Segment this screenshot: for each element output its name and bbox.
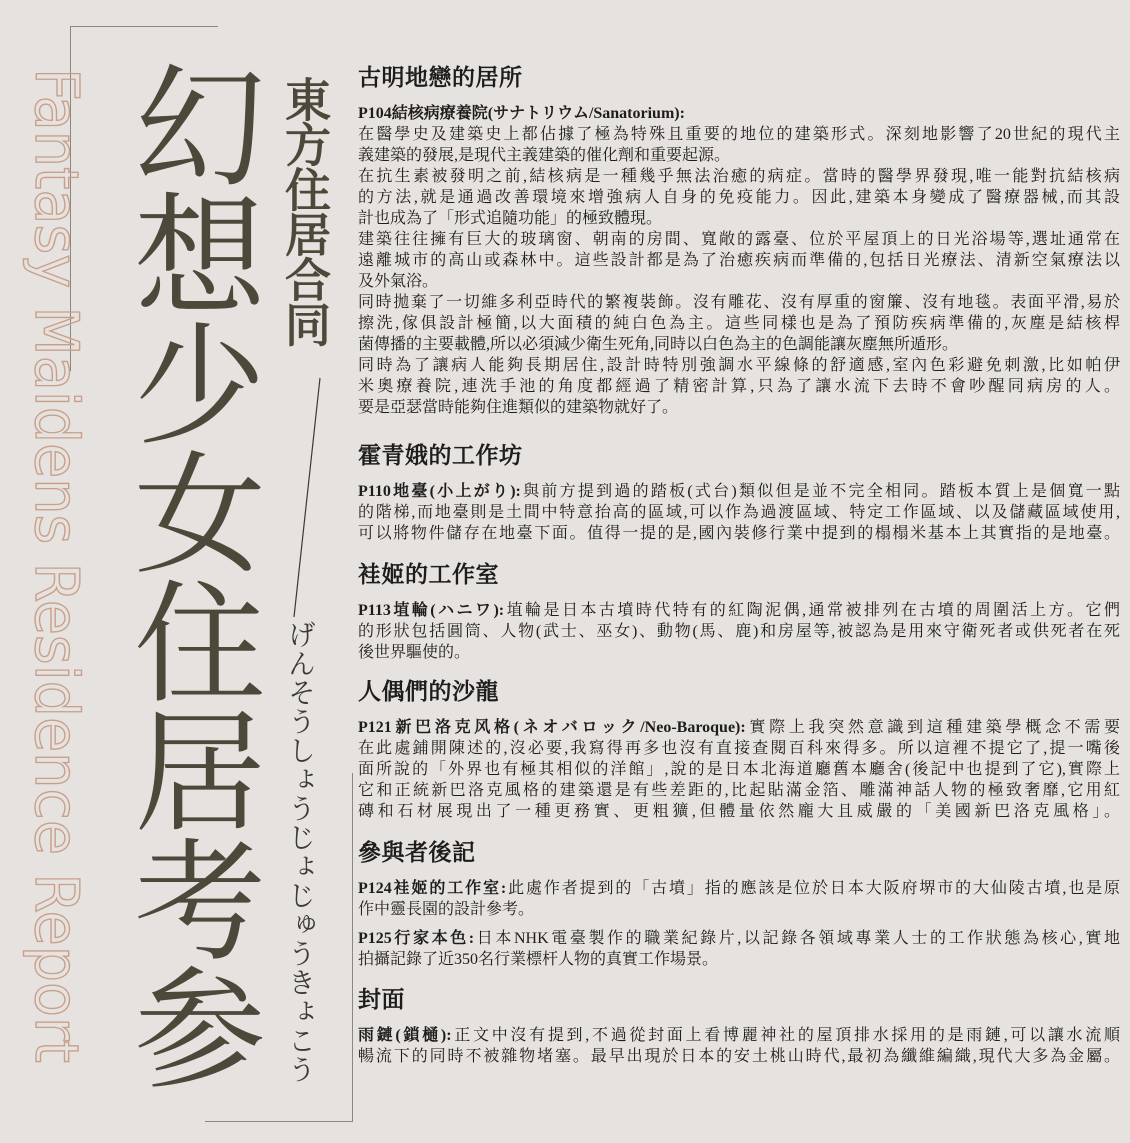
line-text: 日本NHK電臺製作的職業紀錄片,以記錄各領域專業人士的工作狀態為核心,實地 bbox=[474, 930, 1120, 947]
line-text: 可以將物件儲存在地臺下面。值得一提的是,國內裝修行業中提到的榻榻米基本上其實指的是地臺。 bbox=[358, 525, 1120, 542]
line-text: 及外氣浴。 bbox=[358, 273, 439, 290]
entry-label: P121新巴洛克风格(ネオバロック/Neo-Baroque): bbox=[358, 719, 746, 736]
line-text: 建築往往擁有巨大的玻璃窗、朝南的房間、寬敞的露臺、位於平屋頂上的日光浴場等,選址通常在 bbox=[358, 231, 1120, 248]
subtitle: 東方住居合同 bbox=[278, 76, 332, 346]
line-text: 菌傳播的主要載體,所以必須減少衛生死角,同時以白色為主的色調能讓灰塵無所遁形。 bbox=[358, 336, 959, 353]
text-line bbox=[358, 759, 1120, 780]
line-text: 後世界驅使的。 bbox=[358, 644, 471, 661]
line-text: 面所說的「外界也有極其相似的洋館」,說的是日本北海道廳舊本廳舍(後記中也提到了它),實際上 bbox=[358, 761, 1120, 778]
text-line bbox=[358, 878, 1120, 899]
line-text: 擦洗,傢俱設計極簡,以大面積的純白色為主。這些同樣也是為了預防疾病準備的,灰塵是結核桿 bbox=[358, 315, 1120, 332]
text-line bbox=[358, 600, 1120, 621]
section-heading: 封面 bbox=[358, 987, 405, 1012]
text-line bbox=[358, 621, 1120, 642]
line-text: 正文中沒有提到,不過從封面上看博麗神社的屋頂排水採用的是雨鏈,可以讓水流順 bbox=[451, 1027, 1120, 1044]
text-line bbox=[358, 334, 1120, 355]
line-text: 的階梯,而地臺則是土間中特意抬高的區域,可以作為過渡區域、特定工作區域、以及儲藏區域使用, bbox=[358, 504, 1120, 521]
note-entry bbox=[358, 878, 1120, 920]
entry-label: 雨鏈(鎖樋): bbox=[358, 1027, 452, 1044]
note-section bbox=[358, 442, 1120, 552]
line-text: 暢流下的同時不被雜物堵塞。最早出現於日本的安土桃山時代,最初為纖維編織,現代大多為金屬。 bbox=[358, 1048, 1120, 1065]
label-line bbox=[358, 103, 1120, 124]
english-title bbox=[0, 0, 120, 1143]
text-line bbox=[358, 481, 1120, 502]
section-heading: 霍青娥的工作坊 bbox=[358, 443, 523, 468]
line-text: 的方法,就是通過改善環境來增強病人自身的免疫能力。因此,建築本身變成了醫療器械,而其設 bbox=[358, 189, 1120, 206]
section-heading: 袿姬的工作室 bbox=[358, 562, 499, 587]
section-heading: 人偶們的沙龍 bbox=[358, 679, 499, 704]
note-section bbox=[358, 678, 1120, 830]
line-text: 它和正統新巴洛克風格的建築還是有些差距的,比起貼滿金箔、雕滿神話人物的極致奢靡,它用紅 bbox=[358, 782, 1120, 799]
text-line bbox=[358, 313, 1120, 334]
text-line bbox=[358, 928, 1120, 949]
volume-number: 参 bbox=[111, 960, 265, 1092]
line-text: 要是亞瑟當時能夠住進類似的建築物就好了。 bbox=[358, 399, 679, 416]
english-title-text: Fantasy Maidens Residence Report bbox=[21, 68, 91, 1112]
note-entry bbox=[358, 1025, 1120, 1067]
text-line bbox=[358, 292, 1120, 313]
text-line bbox=[358, 1025, 1120, 1046]
text-line bbox=[358, 397, 1120, 418]
text-line bbox=[358, 229, 1120, 250]
text-line bbox=[358, 271, 1120, 292]
line-text: 計也成為了「形式追隨功能」的極致體現。 bbox=[358, 210, 663, 227]
line-text: 磚和石材展現出了一種更務實、更粗獷,但體量依然龐大且威嚴的「美國新巴洛克風格」。 bbox=[358, 803, 1120, 820]
note-entry bbox=[358, 103, 1120, 418]
line-text: 在抗生素被發明之前,結核病是一種幾乎無法治癒的病症。當時的醫學界發現,唯一能對抗結核病 bbox=[358, 168, 1120, 185]
line-text: 作中靈長園的設計參考。 bbox=[358, 901, 535, 918]
text-line bbox=[358, 502, 1120, 523]
entry-label: P104結核病療養院(サナトリウム/Sanatorium): bbox=[358, 105, 685, 122]
note-entry bbox=[358, 928, 1120, 970]
line-text: 實際上我突然意識到這種建築學概念不需要 bbox=[745, 719, 1120, 736]
line-text: 拍攝記錄了近350名行業標杆人物的真實工作場景。 bbox=[358, 951, 719, 968]
text-line bbox=[358, 166, 1120, 187]
text-line bbox=[358, 355, 1120, 376]
line-text: 在此處鋪開陳述的,沒必要,我寫得再多也沒有直接查閱百科來得多。所以這裡不提它了,提一嘴後 bbox=[358, 740, 1120, 757]
note-section bbox=[358, 64, 1120, 426]
text-line bbox=[358, 187, 1120, 208]
right-rule bbox=[352, 773, 353, 1122]
text-line bbox=[358, 899, 1120, 920]
entry-label: P125行家本色: bbox=[358, 930, 475, 947]
text-line bbox=[358, 801, 1120, 822]
entry-label: P113埴輪(ハニワ): bbox=[358, 602, 505, 619]
line-text: 義建築的發展,是現代主義建築的催化劑和重要起源。 bbox=[358, 147, 731, 164]
section-heading: 參與者後記 bbox=[358, 840, 476, 865]
line-text: 埴輪是日本古墳時代特有的紅陶泥偶,通常被排列在古墳的周圍活上方。它們 bbox=[504, 602, 1120, 619]
entry-label: P110地臺(小上がり): bbox=[358, 483, 521, 500]
text-line bbox=[358, 145, 1120, 166]
line-text: 的形狀包括圓筒、人物(武士、巫女)、動物(馬、鹿)和房屋等,被認為是用來守衛死者或供死者在死 bbox=[358, 623, 1120, 640]
text-line bbox=[358, 738, 1120, 759]
text-line bbox=[358, 642, 1120, 663]
line-text: 在醫學史及建築史上都佔據了極為特殊且重要的地位的建築形式。深刻地影響了20世紀的現代主 bbox=[358, 126, 1120, 143]
line-text: 同時為了讓病人能夠長期居住,設計時特別強調水平線條的舒適感,室內色彩避免刺激,比如帕伊 bbox=[358, 357, 1120, 374]
text-line bbox=[358, 208, 1120, 229]
line-text: 米奧療養院,連洗手池的角度都經過了精密計算,只為了讓水流下去時不會吵醒同病房的人。 bbox=[358, 378, 1120, 395]
text-line bbox=[358, 250, 1120, 271]
note-section bbox=[358, 839, 1120, 978]
title-reading-kana: げんそうしょうじょじゅうきょこう bbox=[284, 620, 317, 1084]
line-text: 此處作者提到的「古墳」指的應該是位於日本大阪府堺市的大仙陵古墳,也是原 bbox=[506, 880, 1120, 897]
text-line bbox=[358, 780, 1120, 801]
note-section bbox=[358, 986, 1120, 1075]
line-text: 與前方提到過的踏板(式台)類似但是並不完全相同。踏板本質上是個寬一點 bbox=[520, 483, 1120, 500]
text-line bbox=[358, 717, 1120, 738]
note-section bbox=[358, 561, 1120, 671]
main-title: 幻想少女住居考 bbox=[111, 58, 265, 961]
bottom-rule bbox=[205, 1121, 353, 1122]
note-entry bbox=[358, 481, 1120, 544]
line-text: 遠離城市的高山或森林中。這些設計都是為了治癒疾病而準備的,包括日光療法、清新空氣療法以 bbox=[358, 252, 1120, 269]
text-line bbox=[358, 124, 1120, 145]
text-line bbox=[358, 523, 1120, 544]
note-entry bbox=[358, 717, 1120, 822]
text-line bbox=[358, 1046, 1120, 1067]
note-entry bbox=[358, 600, 1120, 663]
text-line bbox=[358, 376, 1120, 397]
line-text: 同時拋棄了一切維多利亞時代的繁複裝飾。沒有雕花、沒有厚重的窗簾、沒有地毯。表面平滑,易於 bbox=[358, 294, 1120, 311]
text-line bbox=[358, 949, 1120, 970]
section-heading: 古明地戀的居所 bbox=[358, 65, 523, 90]
entry-label: P124袿姬的工作室: bbox=[358, 880, 507, 897]
